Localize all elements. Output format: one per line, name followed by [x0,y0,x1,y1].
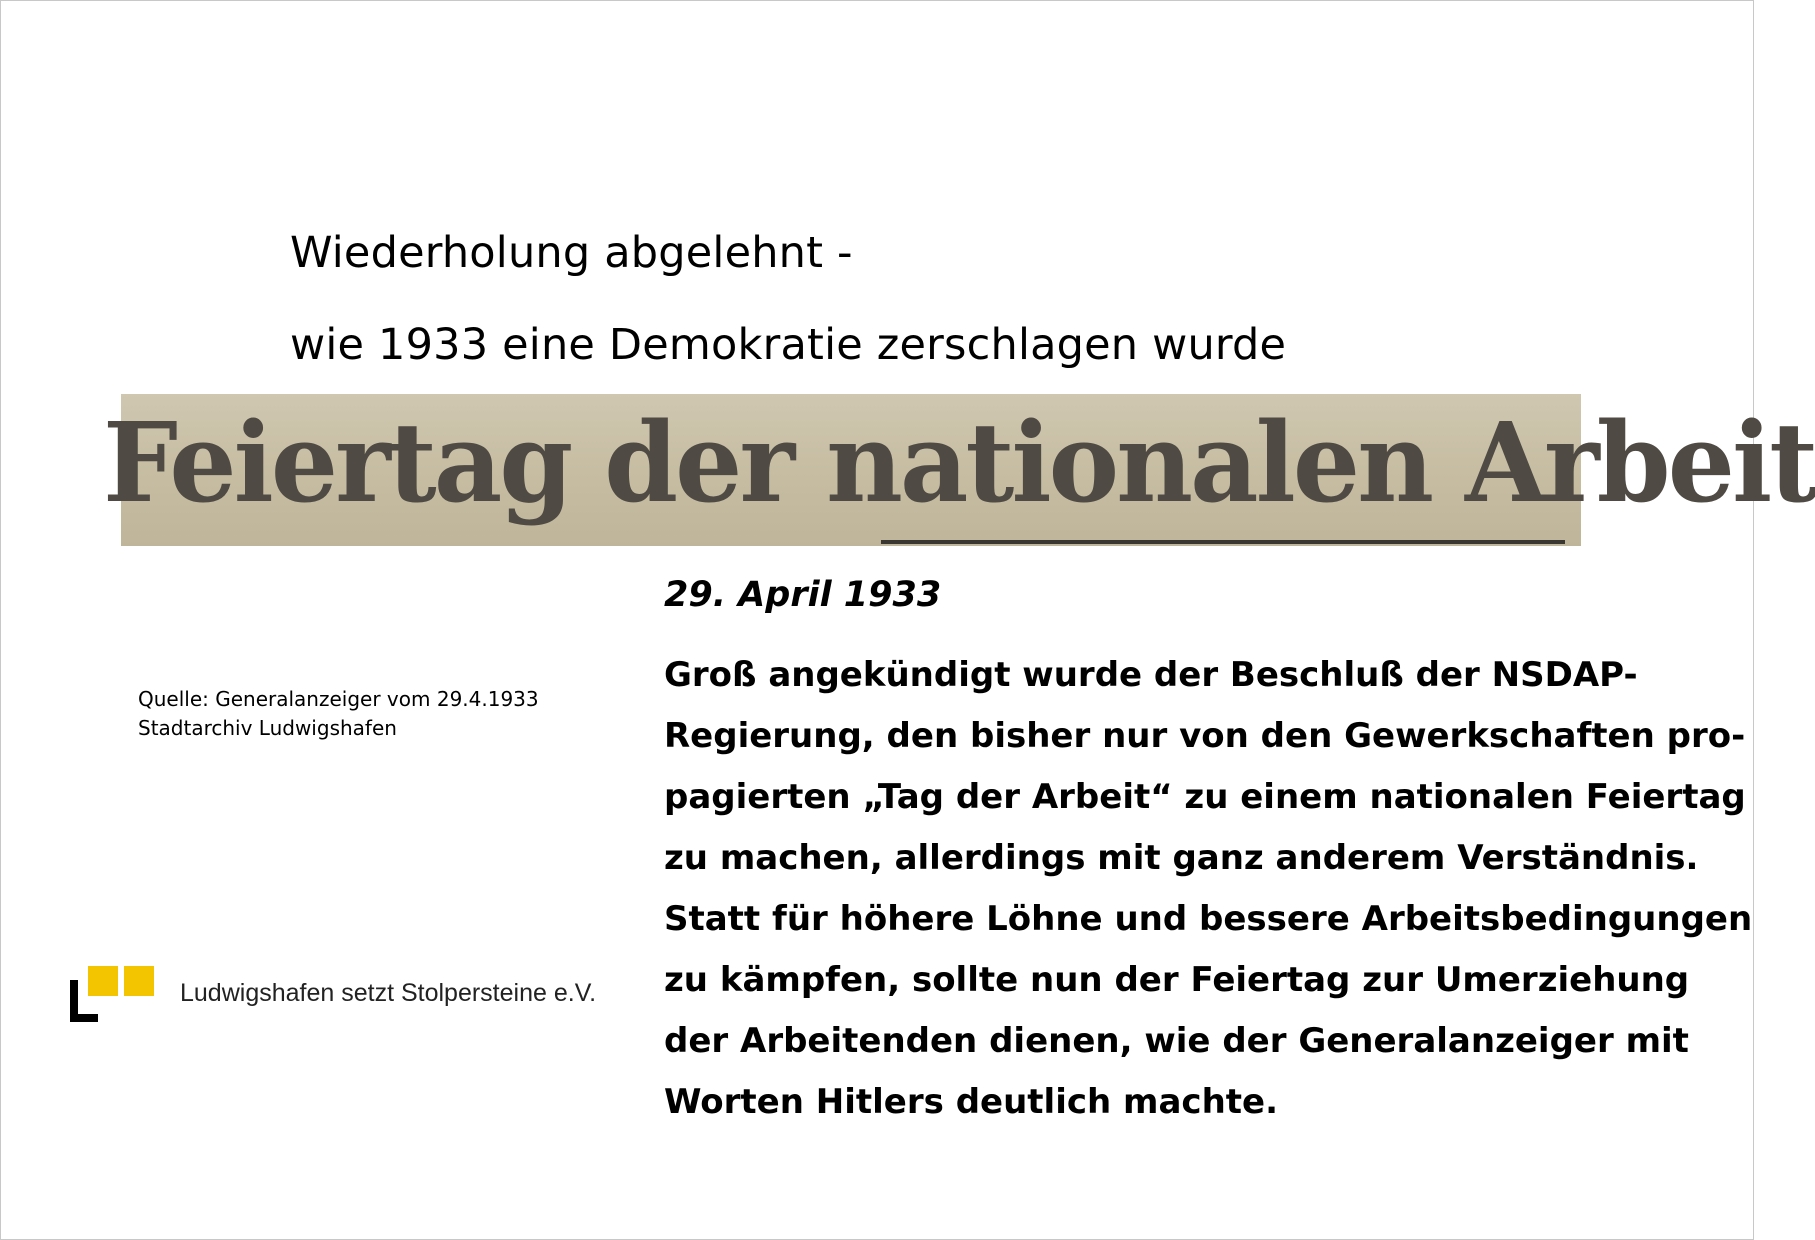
article-line: Regierung, den bisher nur von den Gewerkschaften pro- [664,716,1746,756]
article-line: der Arbeitenden dienen, wie der Generalanzeiger mit [664,1021,1689,1061]
article-line: Groß angekündigt wurde der Beschluß der NSDAP- [664,655,1638,695]
heading-line-2: wie 1933 eine Demokratie zerschlagen wurde [290,320,1287,370]
logo-square-1 [88,966,118,996]
source-line-2: Stadtarchiv Ludwigshafen [138,716,397,740]
source-note [138,685,539,743]
newspaper-clipping [103,394,1815,546]
article-line: zu kämpfen, sollte nun der Feiertag zur Umerziehung [664,960,1690,1000]
logo-square-2 [124,966,154,996]
article-line: zu machen, allerdings mit ganz anderem Verständnis. [664,838,1699,878]
logo-bracket-horizontal [70,1014,98,1022]
article-line: Worten Hitlers deutlich machte. [664,1082,1279,1122]
article-body [664,645,1753,1133]
article-line: Statt für höhere Löhne und bessere Arbeitsbedingungen [664,899,1753,939]
article-date: 29. April 1933 [664,575,942,615]
article-line: pagierten „Tag der Arbeit“ zu einem nationalen Feiertag [664,777,1746,817]
stolpersteine-logo-icon [68,966,164,1022]
organization-name: Ludwigshafen setzt Stolpersteine e.V. [180,979,597,1007]
source-line-1: Quelle: Generalanzeiger vom 29.4.1933 [138,687,539,711]
clipping-rule [881,540,1565,544]
heading-line-1: Wiederholung abgelehnt - [290,228,853,278]
clipping-headline: Feiertag der nationalen Arbeit [103,398,1815,527]
